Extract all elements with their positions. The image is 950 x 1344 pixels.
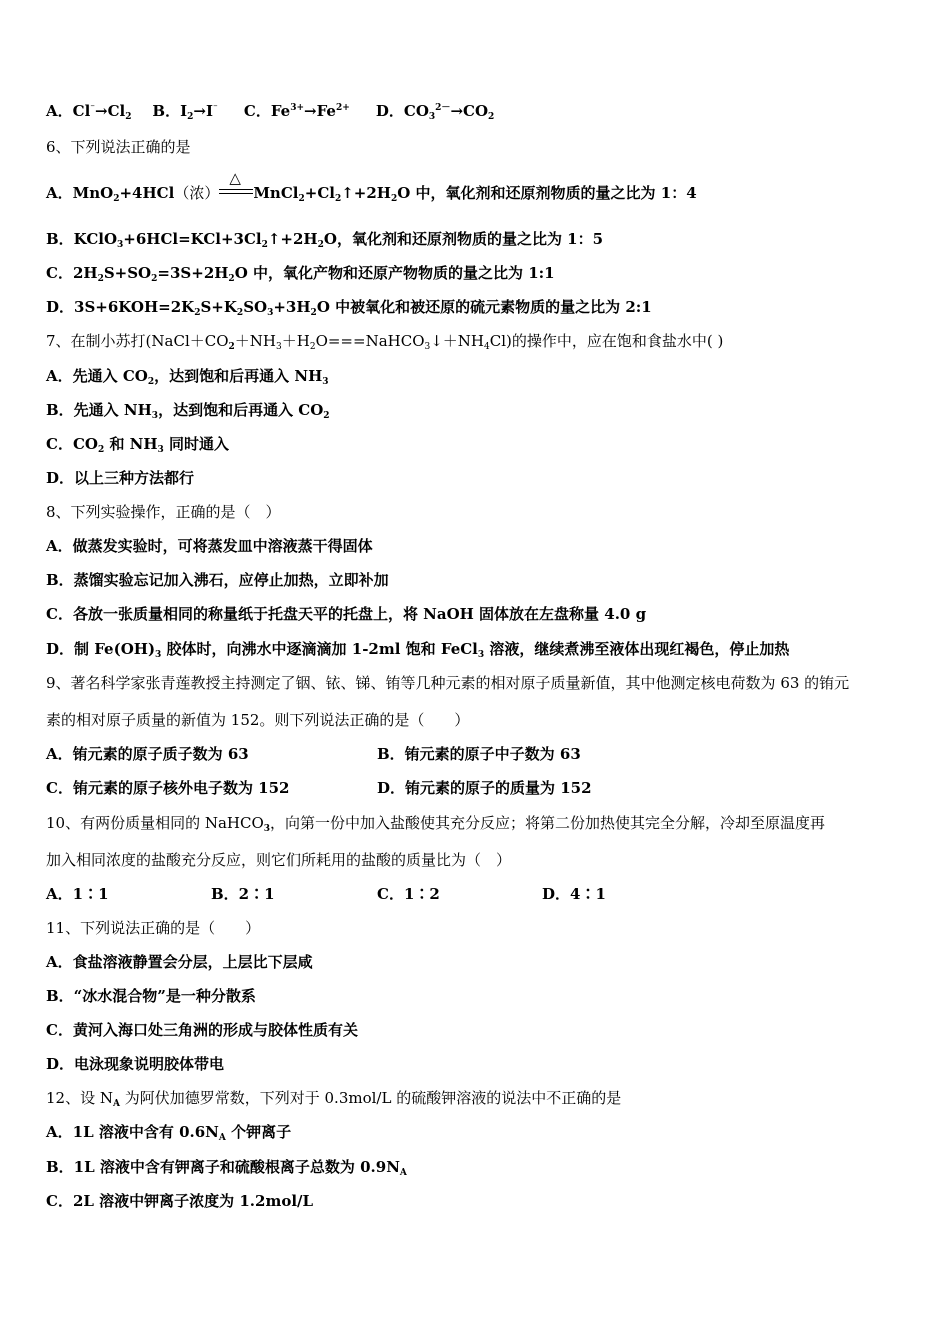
q10-option-b: B．2∶1 (211, 885, 275, 903)
q7-option-b: B．先通入 $NH_3$，达到饱和后再通入 $CO_2$ (46, 401, 330, 421)
q11-stem: 11、下列说法正确的是（ ） (46, 919, 261, 937)
q5-option-b: B．$I_2\to I^{^-}$ (152, 102, 218, 122)
q9-option-b: B．铕元素的原子中子数为 63 (377, 745, 581, 763)
q10-option-a: A．1∶1 (46, 885, 109, 903)
q11-option-a: A．食盐溶液静置会分层，上层比下层咸 (46, 953, 313, 971)
q7-option-a: A．先通入 $CO_2$，达到饱和后再通入 $NH_3$ (46, 367, 329, 387)
q6-option-b: B．$KClO_3+6HCl=KCl+3Cl_2↑+2H_2O$，氧化剂和还原剂物质的量之比为 1：5 (46, 230, 604, 250)
q8-stem: 8、下列实验操作，正确的是（ ） (46, 503, 281, 521)
q9-option-a: A．铕元素的原子质子数为 63 (46, 745, 249, 763)
q12-option-b: B．1L 溶液中含有钾离子和硫酸根离子总数为 $0.9N_A$ (46, 1158, 407, 1178)
q8-option-d: D．制 $Fe(OH)_3$ 胶体时，向沸水中逐滴滴加 1-2ml 饱和 FeCl$_3$ 溶液，继续煮沸至液体出现红褐色，停止加热 (46, 640, 790, 660)
q11-option-d: D．电泳现象说明胶体带电 (46, 1055, 225, 1073)
q7-stem: 7、在制小苏打$(NaCl+CO_2+NH_3+H_2O===NaHCO_3↓+NH_4Cl)$的操作中，应在饱和食盐水中( ) (46, 332, 724, 352)
q6-stem: 6、下列说法正确的是 (46, 138, 191, 156)
q12-option-a: A．1L 溶液中含有 $0.6N_A$ 个钾离子 (46, 1123, 292, 1143)
q12-option-c: C．2L 溶液中钾离子浓度为 1.2mol/L (46, 1192, 314, 1210)
q9-stem-line2: 素的相对原子质量的新值为 152。则下列说法正确的是（ ） (46, 711, 470, 729)
q10-option-c: C．1∶2 (377, 885, 440, 903)
q6-option-d: D．$3S+6KOH=2K_2S+K_2SO_3+3H_2O$ 中被氧化和被还原的硫元素物质的量之比为 2:1 (46, 298, 652, 318)
q5-option-c: C．$Fe^{3+}\to Fe^{2+}$ (243, 102, 350, 120)
q5-option-a: A．$Cl^{^-}\to Cl_2$ (46, 102, 132, 122)
q9-option-c: C．铕元素的原子核外电子数为 152 (46, 779, 290, 797)
q7-option-d: D．以上三种方法都行 (46, 469, 195, 487)
q8-option-c: C．各放一张质量相同的称量纸于托盘天平的托盘上，将 NaOH 固体放在左盘称量 4.0 g (46, 605, 647, 623)
q11-option-c: C．黄河入海口处三角洲的形成与胶体性质有关 (46, 1021, 358, 1039)
q9-stem-line1: 9、著名科学家张青莲教授主持测定了铟、铱、锑、铕等几种元素的相对原子质量新值，其中他测定核电荷数为 63 的铕元 (46, 674, 850, 692)
q10-option-d: D．4∶1 (542, 885, 606, 903)
q11-option-b: B．“冰水混合物”是一种分散系 (46, 987, 256, 1005)
q6-option-c: C．$2H_2S+SO_2=3S+2H_2O$ 中，氧化产物和还原产物物质的量之比为 1:1 (46, 264, 555, 284)
q5-options (46, 101, 494, 121)
q5-option-d: D．$CO_3^{2-}\to CO_2$ (375, 102, 495, 122)
q12-stem: 12、设 $N_A$ 为阿伏加德罗常数，下列对于 0.3mol/L 的硫酸钾溶液的说法中不正确的是 (46, 1089, 622, 1109)
q10-stem-line2: 加入相同浓度的盐酸充分反应，则它们所耗用的盐酸的质量比为（ ） (46, 851, 512, 869)
q9-option-d: D．铕元素的原子的质量为 152 (377, 779, 592, 797)
q8-option-a: A．做蒸发实验时，可将蒸发皿中溶液蒸干得固体 (46, 537, 373, 555)
q8-option-b: B．蒸馏实验忘记加入沸石，应停止加热，立即补加 (46, 571, 389, 589)
heating-condition-symbol: △ (219, 184, 253, 204)
q6-option-a: A．MnO$_2$+4HCl（浓） △ $MnCl_2+Cl_2↑+2H_2O$ 中，氧化剂和还原剂物质的量之比为 1：4 (46, 169, 697, 204)
q7-option-c: C．$CO_2$ 和 $NH_3$ 同时通入 (46, 435, 230, 455)
q10-stem-line1: 10、有两份质量相同的 NaHCO$_3$，向第一份中加入盐酸使其充分反应；将第二份加热使其完全分解，冷却至原温度再 (46, 814, 826, 834)
